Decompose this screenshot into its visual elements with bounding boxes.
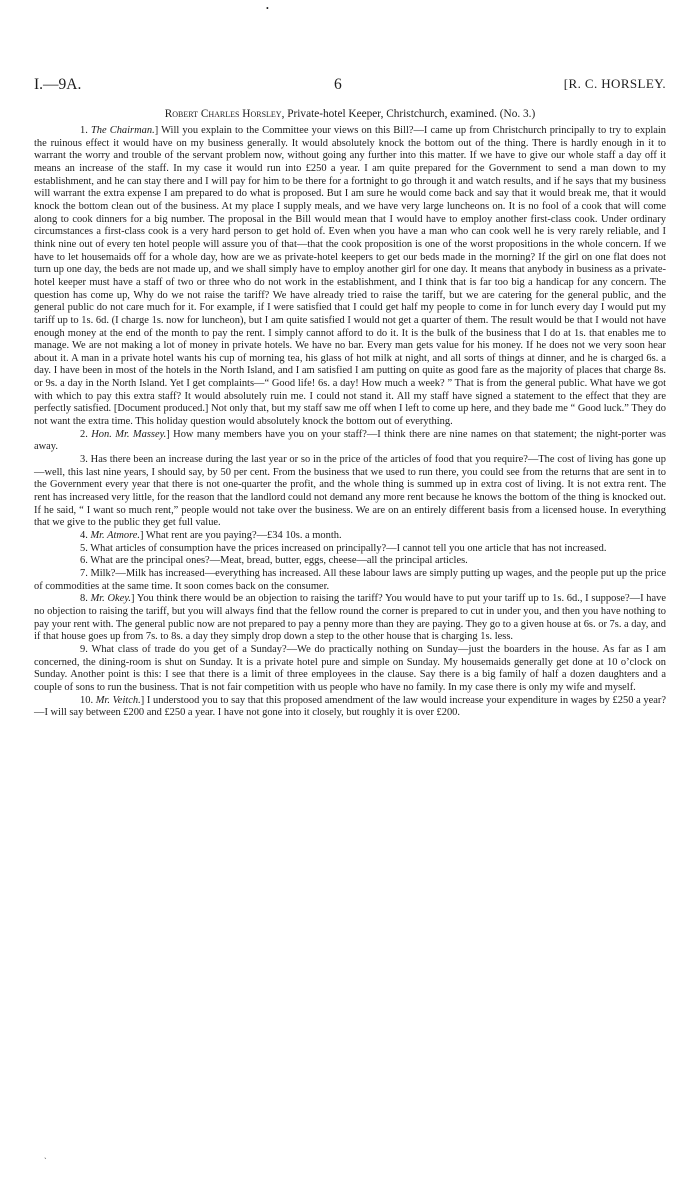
question-number: 1. [80,125,88,136]
question-paragraph-7 [34,568,666,593]
question-number: 5. [80,542,88,554]
testimony-text: ] Will you explain to the Committee your views on this Bill?—I came up from Christchurch principally to try to explain the ruinous effect it would have on my business generally. It would absolutely knock the bottom out of the thing. There is hardly enough in it to warrant the worry and trouble of the servant problem now, without going any further into this matter. If we have to give our whole staff a day off it means an increase of the staff. In my case it would run into £250 a year. I am quite prepared for the Government to send a man down to my establishment, and he can stay there and I will pay for him to be there for a fortnight to go through it and watch results, and if he says that my business will warrant the extra expense I am prepared to do what is proposed. But I am sure he would come back and say that it would break me, that it would knock the bottom clean out of the business. At my place I supply meals, and we have very large luncheons on. It is no fool of a cook that will come along to cook dinners for a big number. The proposal in the Bill would mean that I would have to employ another first-class cook. Under ordinary circumstances a first-class cook is a very hard person to get hold of. Even when you have a man who can cook well he is very rarely reliable, and I think nine out of every ten hotel people will assure you of that—that the cook proposition is one of the worst propositions in the whole concern. If we have to let housemaids off for a whole day, how are we as private-hotel keepers to get our beds made in the morning? If the girl on one flat does not turn up one day, the beds are not made up, and we shall simply have to employ another girl for one day. It means that anybody in business as a private-hotel keeper must have a staff of two or three who do not work in the establishment, and I think that is far too big a handicap for any concern. The question has come up, Why do we not raise the tariff? We have already tried to raise the tariff, but we are catering for the general public, and the general public do not care much for it. For example, if I were satisfied that I could get half my people to come in for lunch every day I would put my tariff up to 1s. 6d. (I charge 1s. now for luncheon), but I am quite satisfied I would not get a quarter of them. The result would be that I would not have enough money at the end of the month to pay the rent. I simply cannot afford to do it. It is the bulk of the business that I do at 1s. that enables me to manage. We are not making a lot of money in private hotels. We have no bar. Every man gets value for his money. If he does not we very soon hear about it. A man in a private hotel wants his cup of morning tea, his glass of hot milk at night, and all sorts of things at dinner, and he is charged 6s. a day. I have been in most of the hotels in the North Island, and I am satisfied I am putting on quite as good fare as the majority of places that charge 8s. or 9s. a day in the North Island. Yet I get complaints—“ Good life! 6s. a day! How much a week? ” That is from the general public. What have we got with which to pay this extra staff? It would absolutely ruin me. I could not stand it. All my staff have signed a statement to the effect that they are perfectly satisfied. [Document produced.] Not only that, but my staff saw me off when I left to come up here, and they bade me “ Good luck.” They do not want the extra time. This holiday question would absolutely knock the bottom out of everything. [34,125,667,428]
speaker-name: Hon. Mr. Massey. [91,428,167,440]
testimony-body [34,125,666,720]
testimony-text: Milk?—Milk has increased—everything has increased. All these labour laws are simply putting up wages, and the people put up the price of commodities at the same time. It soon comes back on the consumer. [34,567,667,592]
speaker-name: The Chairman. [90,125,155,136]
speaker-name: Mr. Okey. [90,593,131,605]
witness-description: , Private-hotel Keeper, Christchurch, examined. (No. 3.) [281,108,536,120]
question-paragraph-5 [34,543,666,556]
speaker-name: Mr. Atmore. [90,530,141,541]
testimony-text: ] You think there would be an objection to raising the tariff? You would have to put your tariff up to 1s. 6d., I suppose?—I have no objection to raising the tariff, but you will always find that the fellow round the corner is prepared to cut in under you, and then you have nothing to pay your rent with. The general public now are not prepared to pay a penny more than they are paying. They go to a given house at 6s. or 7s. a day, and if that house goes up from 7s. to 8s. a day they simply drop down a step to the other house that is charging 1s. less. [34,593,667,643]
page-number: 6 [334,76,342,93]
testimony-text: What articles of consumption have the prices increased on principally?—I cannot tell you one article that has not increased. [90,542,607,554]
question-number: 2. [80,428,88,440]
scan-speck: • [266,4,269,13]
question-paragraph-10 [34,695,666,720]
question-paragraph-3 [34,454,666,530]
question-number: 4. [80,530,88,541]
question-number: 9. [80,643,88,655]
question-number: 6. [80,555,88,567]
speaker-name: Mr. Veitch. [95,694,141,706]
testimony-text: ] I understood you to say that this proposed amendment of the law would increase your expenditure in wages by £250 a year?—I will say between £200 and £250 a year. I have not gone into it closely, but roughly it is over £200. [34,694,666,719]
question-paragraph-1 [34,125,666,429]
testimony-text: What are the principal ones?—Meat, bread, butter, eggs, cheese—all the principal articles. [90,555,468,567]
question-number: 7. [80,567,88,579]
question-paragraph-6 [34,555,666,568]
question-paragraph-8 [34,593,666,644]
testimony-text: ] How many members have you on your staff?—I think there are nine names on that statement; the night-porter was away. [34,428,666,453]
scan-speck: ˎ [44,1150,47,1159]
testimony-text: Has there been an increase during the last year or so in the price of the articles of food that you require?—The cost of living has gone up—well, this last nine years, I should say, by 50 per cent. From the business that we used to run there, you could see from the returns that are sent in to the Government every year that there is not one-quarter the profit, and the whole thing is summed up in extra cost of living. It is not extra rent. The rent has increased very little, for the reason that the landlord could not demand any more rent because he knows the bottom of the thing is knocked out. If he said, “ I want so much rent,” people would not take over the business. We are on an entirely different basis from a licensed house. In everything that we give to the public they get full value. [34,454,666,529]
question-number: 3. [80,454,88,466]
testimony-text: ] What rent are you paying?—£34 10s. a month. [140,530,342,541]
document-page [34,0,666,1189]
witness-reference: [R. C. HORSLEY. [563,76,666,91]
page-reference: I.—9A. [34,76,82,93]
question-number: 10. [80,694,94,706]
testimony-text: What class of trade do you get of a Sunday?—We do practically nothing on Sunday—just the boarders in the house. As far as I am concerned, the dining-room is shut on Sunday. It is a private hotel pure and simple on Sunday. My housemaids generally get done at 10 o’clock on Sunday. Another point is this: I see that there is a limit of three employees in the clause. Say there is a big family of half a dozen daughters and a couple of sons to run the business. That is not fair competition with us people who have no family. In my case there is only my wife and myself. [34,643,666,693]
question-paragraph-9 [34,644,666,695]
witness-name: Robert Charles Horsley [164,108,282,120]
witness-title [34,108,666,120]
question-paragraph-4 [34,530,666,543]
question-paragraph-2 [34,429,666,454]
question-number: 8. [80,593,88,605]
page-header [34,76,666,98]
